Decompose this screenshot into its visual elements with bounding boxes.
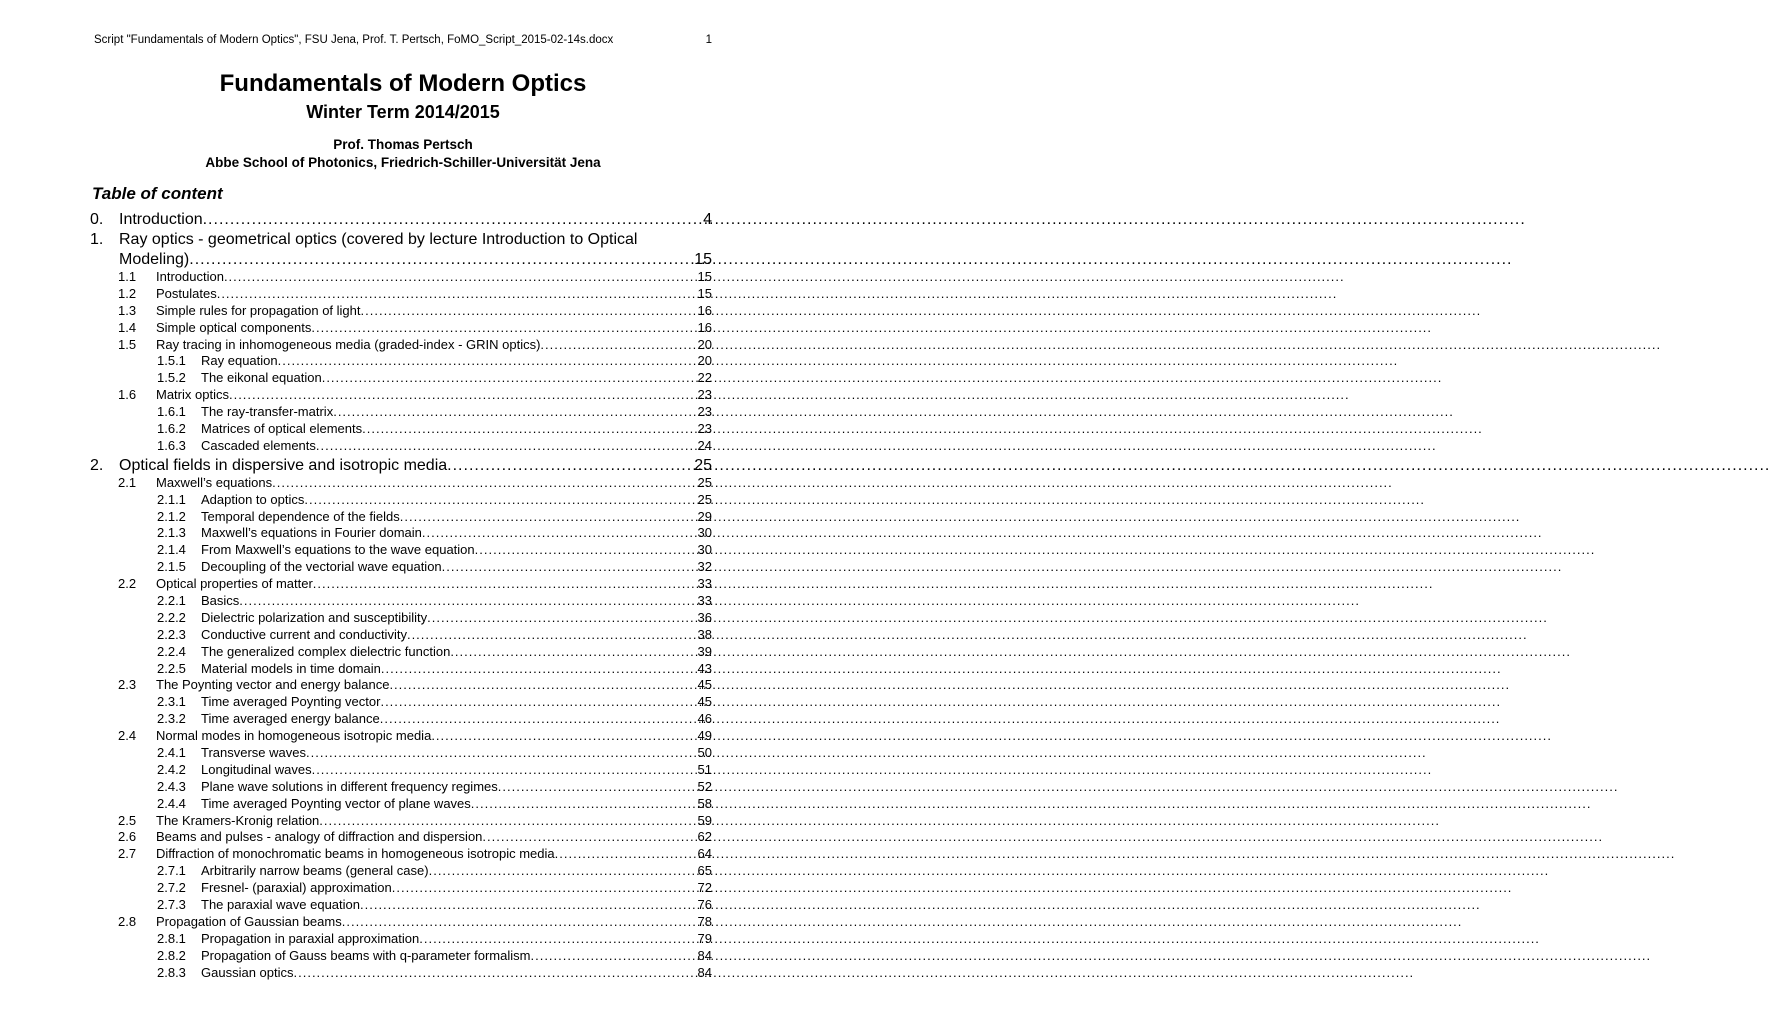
toc-entry-title: Optical properties of matter: [156, 576, 313, 592]
toc-entry-number: 2.7.3: [157, 897, 186, 913]
toc-entry-title: Dielectric polarization and susceptibility: [201, 609, 428, 625]
toc-entry[interactable]: [90, 475, 712, 492]
toc-entry-number: 2.6: [118, 829, 137, 845]
toc-entry-title: Plane wave solutions in different frequency regimes: [201, 778, 498, 794]
toc-entry-page: 39: [697, 643, 712, 659]
toc-entry-title: Beams and pulses - analogy of diffraction and dispersion: [156, 829, 483, 845]
toc-entry-page: 33: [697, 576, 712, 592]
toc-entry-title: Modeling): [119, 251, 190, 268]
toc-entry-title: Propagation in paraxial approximation: [201, 930, 420, 946]
toc-entry-page: 15: [697, 268, 712, 284]
toc-entry-title: Conductive current and conductivity: [201, 626, 407, 642]
toc-entry-number: 2.8.3: [157, 964, 186, 980]
toc-entry-page: 25: [697, 474, 712, 490]
toc-leader-dots: [475, 542, 698, 559]
toc-entry-title: From Maxwell’s equations to the wave equation: [201, 542, 475, 558]
toc-entry[interactable]: [90, 863, 712, 880]
toc-entry-number: 2.2.2: [157, 609, 186, 625]
toc-entry[interactable]: [90, 677, 712, 694]
toc-entry-number: 2.: [90, 456, 104, 474]
toc-leader-dots: [555, 846, 698, 863]
toc-entry-number: 2.7.1: [157, 863, 186, 879]
toc-entry-title: Matrices of optical elements: [201, 421, 363, 436]
toc-leader-dots: [319, 813, 697, 830]
toc-entry-title: Ray optics - geometrical optics (covered by lecture Introduction to Optical: [119, 231, 638, 248]
toc-entry-page: 30: [697, 542, 712, 558]
toc-entry-page: 33: [697, 593, 712, 609]
toc-leader-dots: [360, 897, 698, 914]
toc-leader-dots: [312, 762, 698, 779]
toc-entry-title: Propagation of Gauss beams with q-parameter formalism: [201, 947, 531, 963]
author-affiliation: Abbe School of Photonics, Friedrich-Schiller-Universität Jena: [205, 155, 601, 170]
toc-entry-number: 1.5.1: [157, 353, 186, 369]
toc-leader-dots: [400, 509, 698, 526]
toc-entry[interactable]: [90, 931, 712, 948]
toc-entry[interactable]: [90, 846, 712, 863]
running-header: [94, 32, 712, 48]
toc-entry-title: Maxwell’s equations in Fourier domain: [201, 525, 422, 541]
toc-entry-title: Decoupling of the vectorial wave equation: [201, 559, 442, 575]
toc-entry[interactable]: [90, 627, 712, 644]
toc-entry-page: 51: [697, 761, 712, 777]
toc-entry-number: 2.2.3: [157, 626, 186, 642]
toc-entry-page: 46: [697, 711, 712, 727]
toc-entry-page: 23: [697, 421, 712, 436]
toc-leader-dots: [540, 337, 697, 354]
toc-entry-title: Matrix optics: [156, 387, 229, 403]
toc-entry-title: Ray equation: [201, 353, 278, 369]
toc-leader-dots: [342, 914, 698, 931]
toc-entry[interactable]: [90, 320, 712, 337]
author-name: Prof. Thomas Pertsch: [333, 137, 473, 152]
toc-entry-page: 65: [697, 863, 712, 879]
toc-entry-page: 76: [697, 897, 712, 913]
toc-entry-title: Optical fields in dispersive and isotropic media: [119, 456, 448, 474]
toc-entry[interactable]: [90, 337, 712, 354]
toc-entry[interactable]: [90, 387, 712, 404]
toc-leader-dots: [333, 404, 697, 421]
toc-entry[interactable]: [90, 948, 712, 965]
toc-entry-number: 2.2: [118, 576, 137, 592]
toc-entry[interactable]: [90, 353, 712, 370]
toc-entry-page: 79: [697, 930, 712, 946]
toc-leader-dots: [380, 711, 698, 728]
toc-entry-page: 72: [697, 880, 712, 896]
toc-entry[interactable]: [90, 796, 712, 813]
toc-leader-dots: [419, 931, 697, 948]
toc-leader-dots: [447, 456, 694, 475]
toc-entry[interactable]: [90, 745, 712, 762]
toc-entry-title: Longitudinal waves: [201, 761, 312, 777]
toc-entry-number: 2.8.1: [157, 930, 186, 946]
toc-leader-dots: [389, 677, 697, 694]
toc-entry-number: 2.3.2: [157, 711, 186, 727]
toc-entry-number: 2.8: [118, 913, 137, 929]
toc-entry[interactable]: [90, 830, 712, 847]
toc-entry[interactable]: [90, 404, 712, 421]
toc-entry-number: 2.5: [118, 812, 137, 828]
toc-entry-title: Basics: [201, 593, 240, 609]
toc-leader-dots: [482, 829, 697, 846]
toc-leader-dots: [224, 269, 698, 286]
toc-entry-number: 2.7.2: [157, 880, 186, 896]
toc-entry-page: 38: [697, 626, 712, 642]
toc-entry-number: 2.8.2: [157, 947, 186, 963]
toc-entry[interactable]: [90, 897, 712, 914]
toc-leader-dots: [530, 948, 697, 965]
toc-leader-dots: [304, 492, 697, 509]
toc-entry-page: 49: [697, 728, 712, 744]
toc-entry-page: 45: [697, 694, 712, 710]
toc-entry-number: 2.3: [118, 677, 137, 693]
toc-entry-page: 59: [697, 812, 712, 828]
toc-entry-number: 1.6.2: [157, 421, 186, 436]
toc-entry-title: Simple optical components: [156, 319, 312, 335]
toc-entry[interactable]: [90, 779, 712, 796]
toc-entry-page: 23: [697, 387, 712, 403]
toc-entry-title: The eikonal equation: [201, 370, 322, 386]
toc-entry[interactable]: [90, 593, 712, 610]
toc-entry[interactable]: [90, 728, 712, 745]
document-page: [0, 0, 768, 1024]
toc-entry-number: 1.2: [118, 285, 137, 301]
toc-leader-dots: [450, 644, 697, 661]
toc-leader-dots: [294, 965, 698, 982]
toc-entry-title: Gaussian optics: [201, 964, 294, 980]
document-title: Fundamentals of Modern Optics: [219, 70, 587, 97]
toc-entry-number: 2.1: [118, 474, 137, 490]
toc-entry-title: The Poynting vector and energy balance: [156, 677, 390, 693]
toc-entry-page: 50: [697, 745, 712, 761]
toc-leader-dots: [392, 880, 698, 897]
toc-leader-dots: [189, 250, 694, 269]
toc-entry-title: Postulates: [156, 285, 217, 301]
table-of-contents: [90, 209, 712, 982]
toc-leader-dots: [229, 387, 698, 404]
toc-leader-dots: [316, 438, 698, 455]
toc-entry-page: 84: [697, 947, 712, 963]
toc-entry[interactable]: [90, 421, 712, 438]
toc-entry[interactable]: [90, 542, 712, 559]
toc-entry-number: 2.1.2: [157, 508, 186, 524]
toc-entry[interactable]: [90, 813, 712, 830]
toc-leader-dots: [407, 627, 698, 644]
toc-entry-title: Temporal dependence of the fields: [201, 508, 400, 524]
toc-leader-dots: [498, 779, 698, 796]
toc-leader-dots: [313, 576, 698, 593]
document-subtitle: Winter Term 2014/2015: [306, 102, 500, 122]
toc-entry-title: Time averaged Poynting vector of plane waves: [201, 795, 471, 811]
toc-entry[interactable]: [90, 286, 712, 303]
toc-entry-page: 16: [697, 302, 712, 318]
toc-entry-title: Arbitrarily narrow beams (general case): [201, 863, 429, 879]
toc-entry-title: Normal modes in homogeneous isotropic media: [156, 728, 432, 744]
toc-entry-number: 2.4.4: [157, 795, 186, 811]
toc-entry[interactable]: [90, 492, 712, 509]
toc-entry[interactable]: [90, 610, 712, 627]
toc-entry[interactable]: [90, 711, 712, 728]
toc-entry-page: 16: [697, 319, 712, 335]
toc-entry-number: 1.5.2: [157, 370, 186, 386]
toc-leader-dots: [422, 525, 698, 542]
toc-entry-number: 2.1.5: [157, 559, 186, 575]
toc-entry-page: 64: [697, 846, 712, 862]
toc-entry-number: 2.1.3: [157, 525, 186, 541]
toc-leader-dots: [427, 610, 697, 627]
toc-entry-title: Time averaged Poynting vector: [201, 694, 381, 710]
toc-entry-number: 1.1: [118, 268, 137, 284]
toc-leader-dots: [311, 320, 697, 337]
toc-entry-page: 4: [703, 211, 712, 228]
toc-entry-page: 15: [694, 251, 712, 268]
toc-entry-page: 22: [697, 370, 712, 386]
toc-leader-dots: [272, 475, 697, 492]
toc-entry[interactable]: [90, 438, 712, 455]
toc-entry-page: 20: [697, 336, 712, 352]
toc-entry-page: 24: [697, 437, 712, 453]
toc-leader-dots: [471, 796, 698, 813]
toc-entry-number: 2.3.1: [157, 694, 186, 710]
toc-entry[interactable]: [90, 370, 712, 387]
toc-entry[interactable]: [90, 576, 712, 593]
toc-entry[interactable]: [90, 230, 712, 249]
toc-entry-page: 43: [697, 660, 712, 676]
toc-entry[interactable]: [90, 509, 712, 526]
toc-entry[interactable]: [90, 303, 712, 320]
toc-entry-page: 25: [694, 456, 712, 474]
toc-entry[interactable]: [90, 965, 712, 982]
toc-entry[interactable]: [90, 762, 712, 779]
toc-leader-dots: [278, 353, 698, 370]
toc-entry-number: 1.5: [118, 336, 137, 352]
toc-entry-number: 0.: [90, 211, 104, 228]
toc-entry-title: Introduction: [156, 268, 224, 284]
toc-entry-title: Time averaged energy balance: [201, 711, 380, 727]
toc-leader-dots: [239, 593, 697, 610]
toc-entry-page: 62: [697, 829, 712, 845]
toc-entry-number: 2.1.4: [157, 542, 186, 558]
toc-entry-page: 45: [697, 677, 712, 693]
toc-leader-dots: [442, 559, 698, 576]
toc-entry-page: 78: [697, 913, 712, 929]
toc-leader-dots: [361, 303, 698, 320]
toc-entry-title: Transverse waves: [201, 745, 306, 761]
toc-entry-number: 2.4.3: [157, 778, 186, 794]
toc-entry-title: Introduction: [119, 211, 203, 228]
toc-leader-dots: [381, 661, 698, 678]
toc-entry-title: The ray-transfer-matrix: [201, 404, 334, 420]
toc-entry-page: 23: [697, 404, 712, 420]
toc-entry-number: 1.4: [118, 319, 137, 335]
toc-entry-page: 30: [697, 525, 712, 541]
toc-entry-number: 2.2.1: [157, 593, 186, 609]
toc-entry-continuation[interactable]: [90, 250, 712, 269]
toc-entry-number: 1.6.1: [157, 404, 186, 420]
toc-entry[interactable]: [90, 559, 712, 576]
toc-entry[interactable]: [90, 880, 712, 897]
toc-entry-page: 29: [697, 508, 712, 524]
toc-leader-dots: [429, 863, 698, 880]
toc-entry-page: 15: [697, 285, 712, 301]
toc-entry-title: Diffraction of monochromatic beams in homogeneous isotropic media: [156, 846, 555, 862]
toc-entry[interactable]: [90, 525, 712, 542]
toc-entry-title: Cascaded elements: [201, 437, 316, 453]
toc-entry[interactable]: [90, 914, 712, 931]
toc-leader-dots: [306, 745, 698, 762]
toc-entry-title: Propagation of Gaussian beams: [156, 913, 342, 929]
toc-entry-title: The generalized complex dielectric function: [201, 643, 451, 659]
toc-entry-title: The Kramers-Kronig relation: [156, 812, 320, 828]
toc-entry-number: 2.4: [118, 728, 137, 744]
toc-entry-number: 2.7: [118, 846, 137, 862]
toc-entry-title: Maxwell’s equations: [156, 474, 273, 490]
toc-entry-number: 2.2.4: [157, 643, 186, 659]
toc-leader-dots: [380, 694, 697, 711]
toc-entry-title: Simple rules for propagation of light: [156, 302, 361, 318]
toc-entry-title: Ray tracing in inhomogeneous media (graded-index - GRIN optics): [156, 336, 541, 352]
toc-leader-dots: [217, 286, 698, 303]
page-number: 1: [705, 34, 712, 46]
toc-entry-number: 2.4.1: [157, 745, 186, 761]
toc-entry-number: 1.3: [118, 302, 137, 318]
toc-entry[interactable]: [90, 694, 712, 711]
toc-entry-page: 20: [697, 353, 712, 369]
toc-entry-number: 2.4.2: [157, 761, 186, 777]
toc-entry-number: 1.: [90, 231, 104, 248]
toc-heading: Table of content: [92, 184, 223, 203]
toc-entry-number: 2.1.1: [157, 491, 186, 507]
toc-entry[interactable]: [90, 269, 712, 286]
toc-entry-title: Material models in time domain: [201, 660, 381, 676]
toc-leader-dots: [431, 728, 697, 745]
toc-entry-page: 25: [697, 491, 712, 507]
toc-entry[interactable]: [90, 644, 712, 661]
toc-entry-page: 36: [697, 609, 712, 625]
toc-entry-number: 1.6.3: [157, 437, 186, 453]
toc-entry-title: Adaption to optics: [201, 491, 305, 507]
toc-leader-dots: [322, 370, 698, 387]
toc-entry-page: 32: [697, 559, 712, 575]
toc-entry-title: The paraxial wave equation: [201, 897, 360, 913]
toc-entry[interactable]: [90, 661, 712, 678]
toc-leader-dots: [362, 421, 697, 438]
toc-entry-number: 2.2.5: [157, 660, 186, 676]
toc-leader-dots: [203, 210, 703, 229]
toc-entry-page: 52: [697, 778, 712, 794]
header-text: Script "Fundamentals of Modern Optics", FSU Jena, Prof. T. Pertsch, FoMO_Script_2015-02-14s.docx: [94, 34, 614, 46]
toc-entry-number: 1.6: [118, 387, 137, 403]
toc-entry-page: 84: [697, 964, 712, 980]
toc-entry-title: Fresnel- (paraxial) approximation: [201, 880, 392, 896]
toc-entry[interactable]: [90, 210, 712, 229]
toc-entry-page: 58: [697, 795, 712, 811]
toc-entry[interactable]: [90, 456, 712, 475]
